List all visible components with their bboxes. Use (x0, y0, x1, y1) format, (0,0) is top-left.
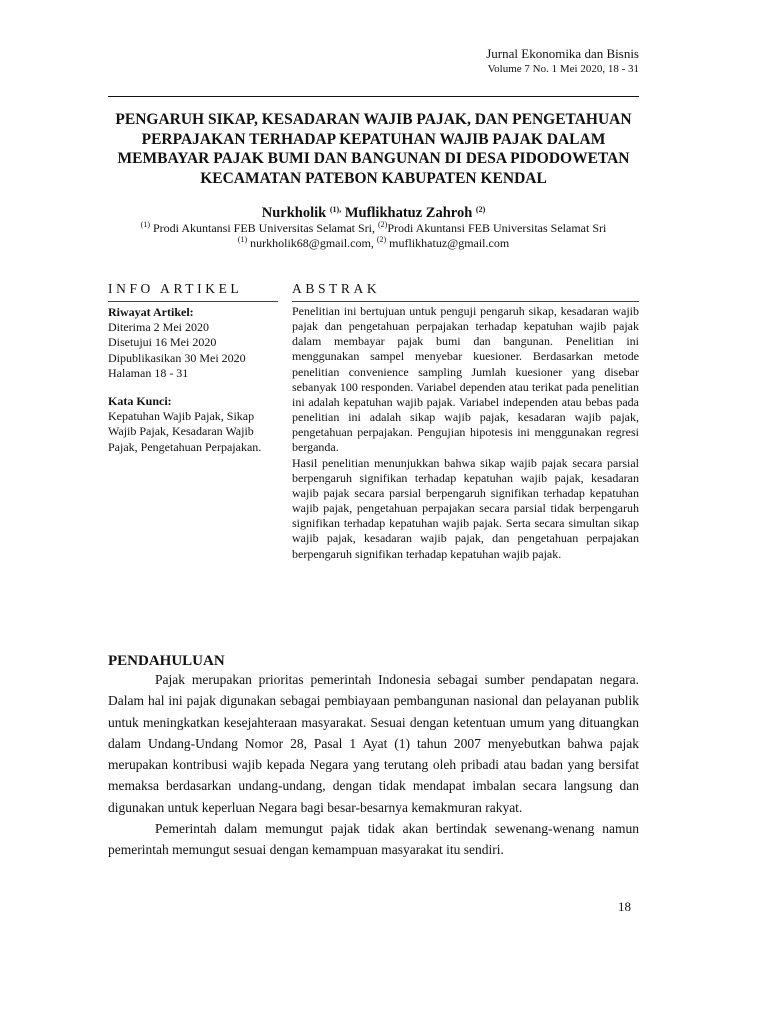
journal-volume: Volume 7 No. 1 Mei 2020, 18 - 31 (487, 63, 639, 75)
email-address[interactable]: muflikhatuz@gmail.com (389, 236, 510, 250)
abstrak-heading: ABSTRAK (292, 281, 381, 296)
authors-line (108, 204, 639, 222)
abstract-body (292, 304, 639, 562)
info-artikel-heading: INFO ARTIKEL (108, 281, 243, 296)
affiliation-line (108, 221, 639, 236)
affiliation-text: Prodi Akuntansi FEB Universitas Selamat Sri, (153, 221, 375, 235)
history-heading: Riwayat Artikel: (108, 305, 194, 319)
keywords-block (108, 394, 280, 455)
affiliation-text: Prodi Akuntansi FEB Universitas Selamat Sri (387, 221, 607, 235)
page-number: 18 (618, 899, 631, 914)
journal-header (486, 46, 639, 76)
author-mark: (1), (329, 205, 342, 214)
email-line (108, 236, 639, 251)
history-item: Dipublikasikan 30 Mei 2020 (108, 350, 246, 365)
email-mark: (2) (376, 235, 387, 244)
author-name: Muflikhatuz Zahroh (344, 205, 473, 221)
history-item: Disetujui 16 Mei 2020 (108, 335, 217, 350)
affiliation-mark: (1) (140, 220, 150, 229)
keywords-text: Kepatuhan Wajib Pajak, Sikap Wajib Pajak, Kesadaran Wajib Pajak, Pengetahuan Perpajakan. (108, 409, 262, 454)
history-item: Halaman 18 - 31 (108, 365, 189, 380)
info-artikel-panel (108, 305, 280, 455)
abstract-divider (292, 301, 639, 302)
author-mark: (2) (475, 205, 486, 214)
abstract-paragraph: Hasil penelitian menunjukkan bahwa sikap wajib pajak secara parsial berpengaruh signifikan terhadap kepatuhan wajib pajak, kesadaran wajib pajak secara parsial berpengaruh signifikan terhadap kepatuhan wajib pajak, pengetahuan perpajakan secara parsial tidak berpengaruh signifikan terhadap kepatuhan wajib pajak. Serta secara simultan sikap wajib pajak, kesadaran wajib pajak, dan pengetahuan perpajakan berpengaruh signifikan terhadap kepatuhan wajib pajak. (292, 455, 639, 561)
keywords-heading: Kata Kunci: (108, 394, 172, 409)
abstract-paragraph: Penelitian ini bertujuan untuk penguji pengaruh sikap, kesadaran wajib pajak dan pengetahuan perpajakan terhadap kepatuhan wajib pajak dalam membayar pajak bumi dan bangunan. Penelitian ini menggunakan sampel menyebar kuesioner. Berdasarkan metode penelitian convenience sampling Jumlah kuesioner yang disebar sebanyak 100 responden. Variabel dependen atau terikat pada penelitian ini adalah kepatuhan wajib pajak. Variabel independen atau bebas pada penelitian ini adalah sikap wajib pajak, kesadaran wajib pajak, pengetahuan perpajakan. Pengujian hipotesis ini menggunakan regresi berganda. (292, 304, 639, 455)
author-name: Nurkholik (261, 205, 327, 221)
paper-title: PENGARUH SIKAP, KESADARAN WAJIB PAJAK, DAN PENGETAHUAN PERPAJAKAN TERHADAP KEPATUHAN WAJIB PAJAK DALAM MEMBAYAR PAJAK BUMI DAN BANGUNAN DI DESA PIDODOWETAN KECAMATAN PATEBON KABUPATEN KENDAL (115, 111, 632, 187)
email-address[interactable]: nurkholik68@gmail.com, (250, 236, 374, 250)
body-paragraph: Pajak merupakan prioritas pemerintah Indonesia sebagai sumber pendapatan negara. Dalam hal ini pajak digunakan sebagai pembiayaan pembangunan nasional dan pelayanan publik untuk meningkatkan kesejahteraan masyarakat. Sesuai dengan ketentuan umum yang dituangkan dalam Undang-Undang Nomor 28, Pasal 1 Ayat (1) tahun 2007 menyebutkan bahwa pajak merupakan kontribusi wajib kepada Negara yang terutang oleh pribadi atau badan yang bersifat memaksa berdasarkan undang-undang, dengan tidak mendapat imbalan secara langsung dan digunakan untuk keperluan Negara bagi besar-besarnya kemakmuran rakyat. (108, 672, 639, 815)
journal-name: Jurnal Ekonomika dan Bisnis (486, 46, 639, 61)
info-divider (108, 301, 278, 302)
email-mark: (1) (237, 235, 248, 244)
pendahuluan-body (108, 669, 639, 861)
body-paragraph: Pemerintah dalam memungut pajak tidak akan bertindak sewenang-wenang namun pemerintah memungut sesuai dengan kemampuan masyarakat itu sendiri. (108, 821, 639, 858)
header-divider (108, 96, 639, 97)
affiliation-mark: (2) (378, 220, 388, 229)
history-item: Diterima 2 Mei 2020 (108, 320, 209, 335)
pendahuluan-heading: PENDAHULUAN (108, 653, 225, 669)
